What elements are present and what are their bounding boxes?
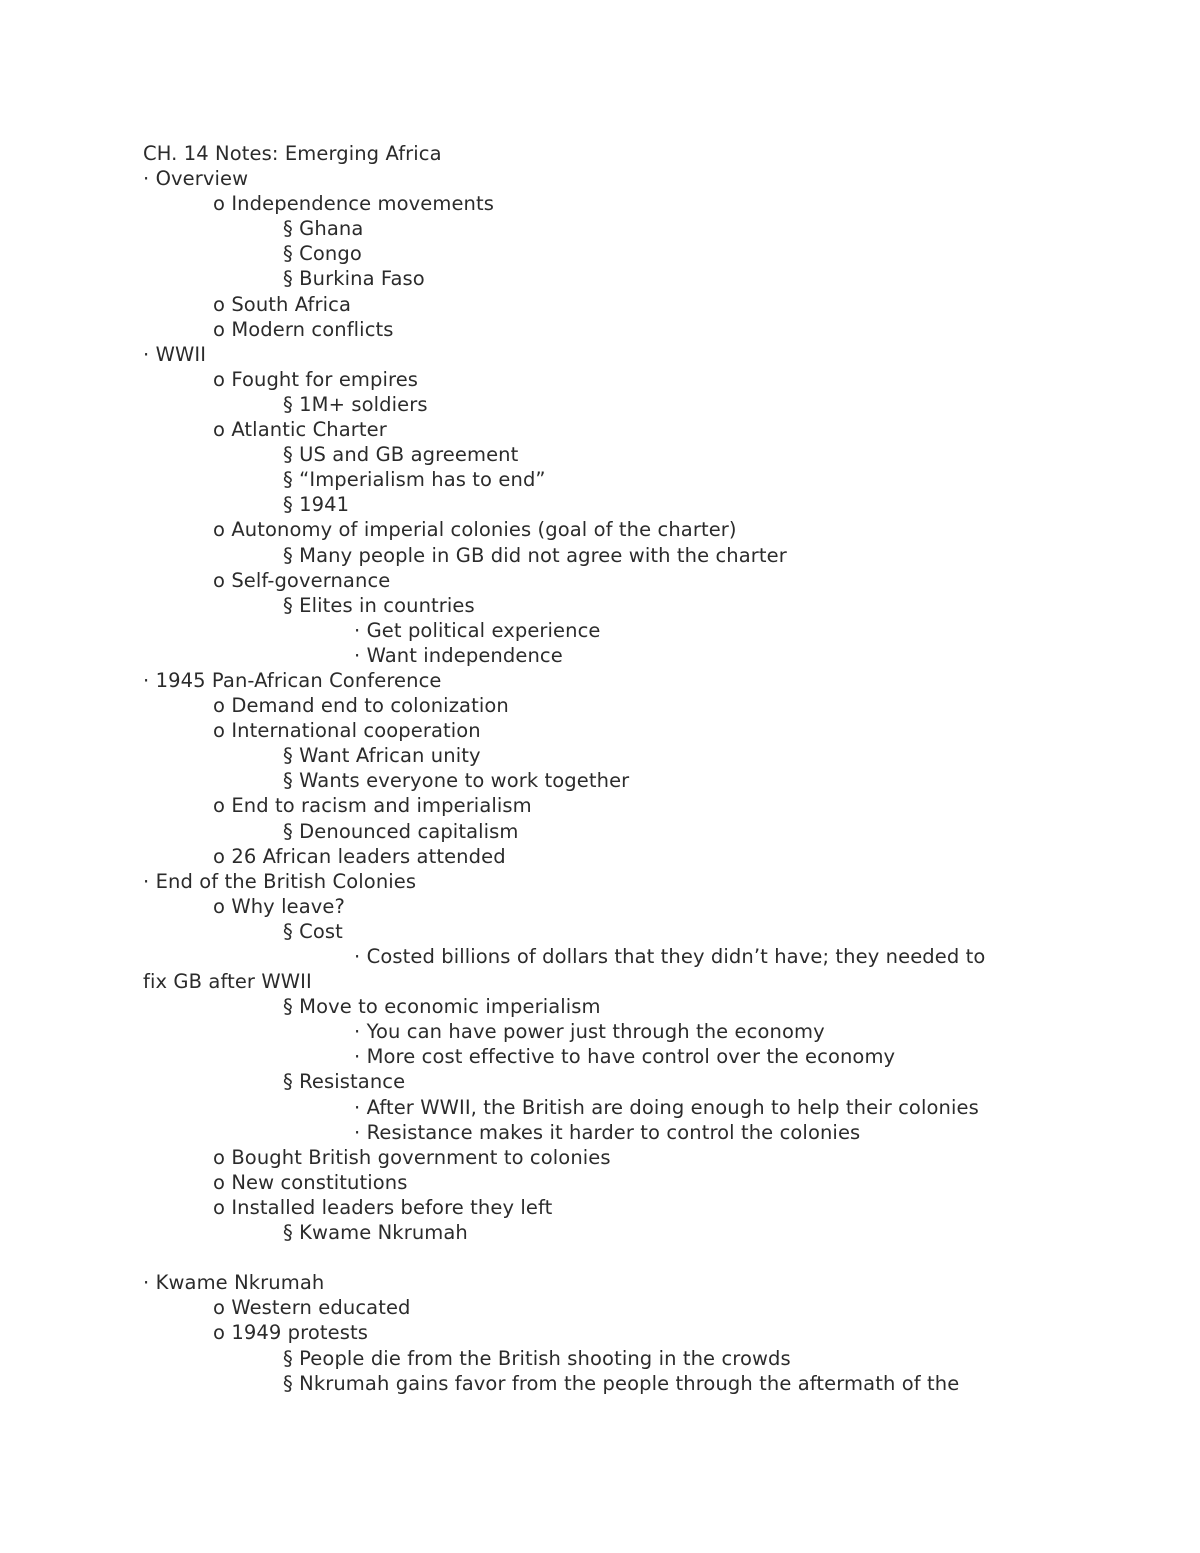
section-heading: · End of the British Colonies <box>143 869 417 893</box>
outline-item: o Bought British government to colonies <box>213 1145 611 1169</box>
outline-detail: · After WWII, the British are doing enough to help their colonies <box>354 1095 979 1119</box>
outline-subitem: § Kwame Nkrumah <box>283 1221 468 1245</box>
document-title: CH. 14 Notes: Emerging Africa <box>143 142 442 165</box>
outline-subitem: § Denounced capitalism <box>283 819 519 843</box>
outline-subitem: § US and GB agreement <box>283 443 519 467</box>
outline-subitem: § 1M+ soldiers <box>283 392 428 416</box>
outline-item: o Modern conflicts <box>213 317 394 341</box>
outline-detail: · More cost effective to have control over the economy <box>354 1045 896 1069</box>
outline-subitem: § Cost <box>283 919 343 943</box>
outline-item: o End to racism and imperialism <box>213 794 532 818</box>
section-heading: fix GB after WWII <box>143 970 312 994</box>
outline-item: o 26 African leaders attended <box>213 844 506 868</box>
outline-detail: · Costed billions of dollars that they didn’t have; they needed to <box>354 945 986 968</box>
outline-subitem: § People die from the British shooting in the crowds <box>283 1346 791 1370</box>
outline-item: o International cooperation <box>213 719 481 743</box>
outline-item: o Western educated <box>213 1296 411 1320</box>
outline-item: o Atlantic Charter <box>213 418 387 442</box>
outline-detail: · Want independence <box>354 643 563 667</box>
outline-subitem: § Burkina Faso <box>283 267 425 291</box>
outline-subitem: § Nkrumah gains favor from the people through the aftermath of the <box>283 1371 960 1395</box>
section-heading: · Overview <box>143 167 249 191</box>
outline-subitem: § Resistance <box>283 1070 406 1094</box>
outline-subitem: § “Imperialism has to end” <box>283 468 546 492</box>
outline-subitem: § Congo <box>283 242 362 266</box>
section-heading: · WWII <box>143 342 207 366</box>
outline-item: o Installed leaders before they left <box>213 1195 553 1219</box>
outline-item: o Why leave? <box>213 894 345 918</box>
outline-item: o Self-governance <box>213 568 391 592</box>
outline-subitem: § 1941 <box>283 493 350 517</box>
outline-detail: · You can have power just through the economy <box>354 1020 825 1044</box>
outline-subitem: § Many people in GB did not agree with the charter <box>283 543 787 567</box>
outline-detail: · Get political experience <box>354 618 601 642</box>
outline-item: o 1949 protests <box>213 1321 368 1345</box>
outline-item: o New constitutions <box>213 1170 408 1194</box>
outline-item: o South Africa <box>213 292 352 316</box>
outline-detail: · Resistance makes it harder to control the colonies <box>354 1120 861 1144</box>
outline-subitem: § Want African unity <box>283 744 481 768</box>
section-heading: · 1945 Pan-African Conference <box>143 668 442 692</box>
notes-body <box>143 141 1143 1396</box>
outline-subitem: § Elites in countries <box>283 593 475 617</box>
outline-item: o Fought for empires <box>213 367 419 391</box>
outline-subitem: § Ghana <box>283 217 364 241</box>
outline-subitem: § Wants everyone to work together <box>283 769 630 793</box>
outline-item: o Autonomy of imperial colonies (goal of the charter) <box>213 518 737 542</box>
section-heading: · Kwame Nkrumah <box>143 1271 325 1295</box>
outline-item: o Demand end to colonization <box>213 694 509 718</box>
blank-line <box>143 1245 1143 1270</box>
outline-subitem: § Move to economic imperialism <box>283 995 601 1019</box>
outline-item: o Independence movements <box>213 192 495 216</box>
